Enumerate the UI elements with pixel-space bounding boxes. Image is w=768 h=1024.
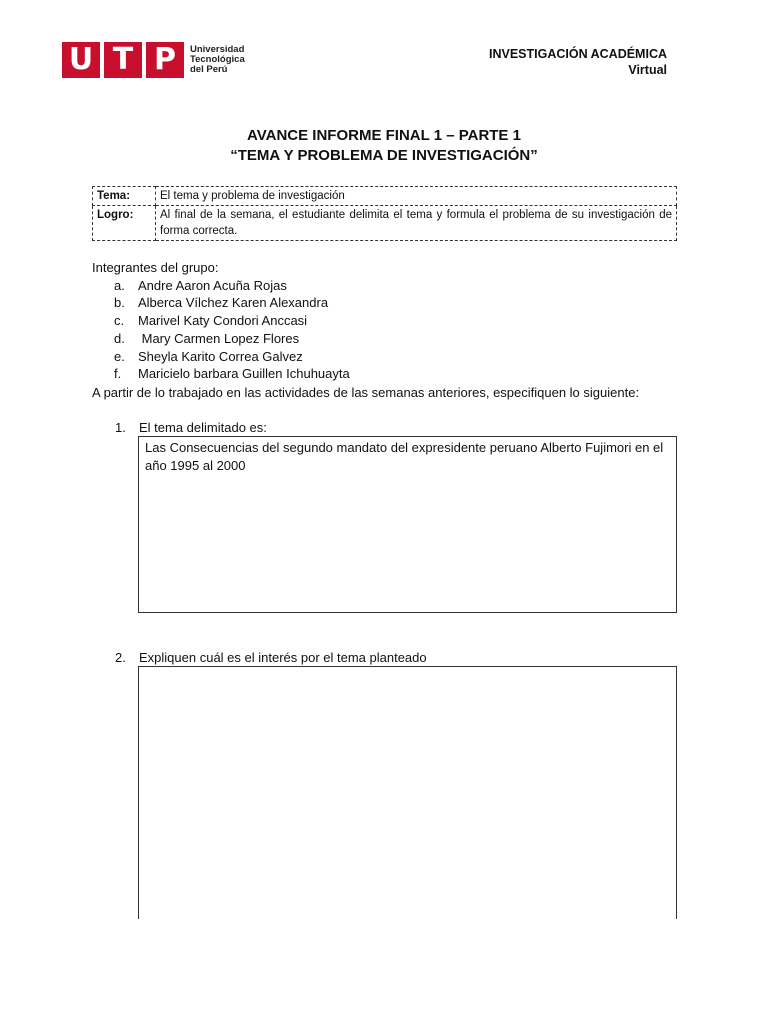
- tema-label: Tema:: [93, 187, 156, 206]
- utp-logo: [62, 42, 245, 78]
- list-item: f. Maricielo barbara Guillen Ichuhuayta: [114, 366, 350, 382]
- course-header: [489, 46, 667, 78]
- logo-letter-p: P: [154, 42, 176, 77]
- logro-value: Al final de la semana, el estudiante delimita el tema y formula el problema de su investigación de forma correcta.: [156, 206, 677, 241]
- list-item: d. Mary Carmen Lopez Flores: [114, 330, 300, 346]
- utp-logo-mark: [62, 42, 184, 78]
- list-item: c. Marivel Katy Condori Anccasi: [114, 313, 308, 329]
- question-1: 1. El tema delimitado es:: [115, 420, 267, 435]
- logro-label: Logro:: [93, 206, 156, 241]
- list-item: b. Alberca Vílchez Karen Alexandra: [114, 295, 329, 311]
- list-item: e. Sheyla Karito Correa Galvez: [114, 348, 303, 364]
- logo-letter-u: U: [68, 42, 94, 77]
- document-title: AVANCE INFORME FINAL 1 – PARTE 1 “TEMA Y PROBLEMA DE INVESTIGACIÓN”: [230, 127, 538, 164]
- course-name: INVESTIGACIÓN ACADÉMICA: [488, 47, 667, 61]
- logo-letter-t: T: [112, 42, 134, 77]
- group-heading: Integrantes del grupo:: [92, 260, 219, 275]
- course-modality: Virtual: [628, 63, 667, 77]
- table-row: [93, 187, 677, 206]
- question-2: 2. Expliquen cuál es el interés por el tema planteado: [115, 650, 427, 665]
- info-table: [92, 186, 677, 241]
- answer-box-1[interactable]: [138, 436, 677, 613]
- answer-text-1: Las Consecuencias del segundo mandato del expresidente peruano Alberto Fujimori en el año 1995 al 2000: [145, 440, 664, 473]
- table-row: [93, 206, 677, 241]
- tema-value: El tema y problema de investigación: [156, 187, 677, 206]
- answer-text-2: [139, 667, 676, 671]
- university-name: Universidad Tecnológica del Perú: [190, 44, 245, 75]
- members-list: [92, 277, 350, 383]
- answer-box-2[interactable]: [138, 666, 677, 919]
- group-members: [92, 259, 350, 383]
- list-item: a. Andre Aaron Acuña Rojas: [114, 277, 287, 293]
- instruction-text: A partir de lo trabajado en las actividades de las semanas anteriores, especifiquen lo siguiente:: [92, 385, 640, 400]
